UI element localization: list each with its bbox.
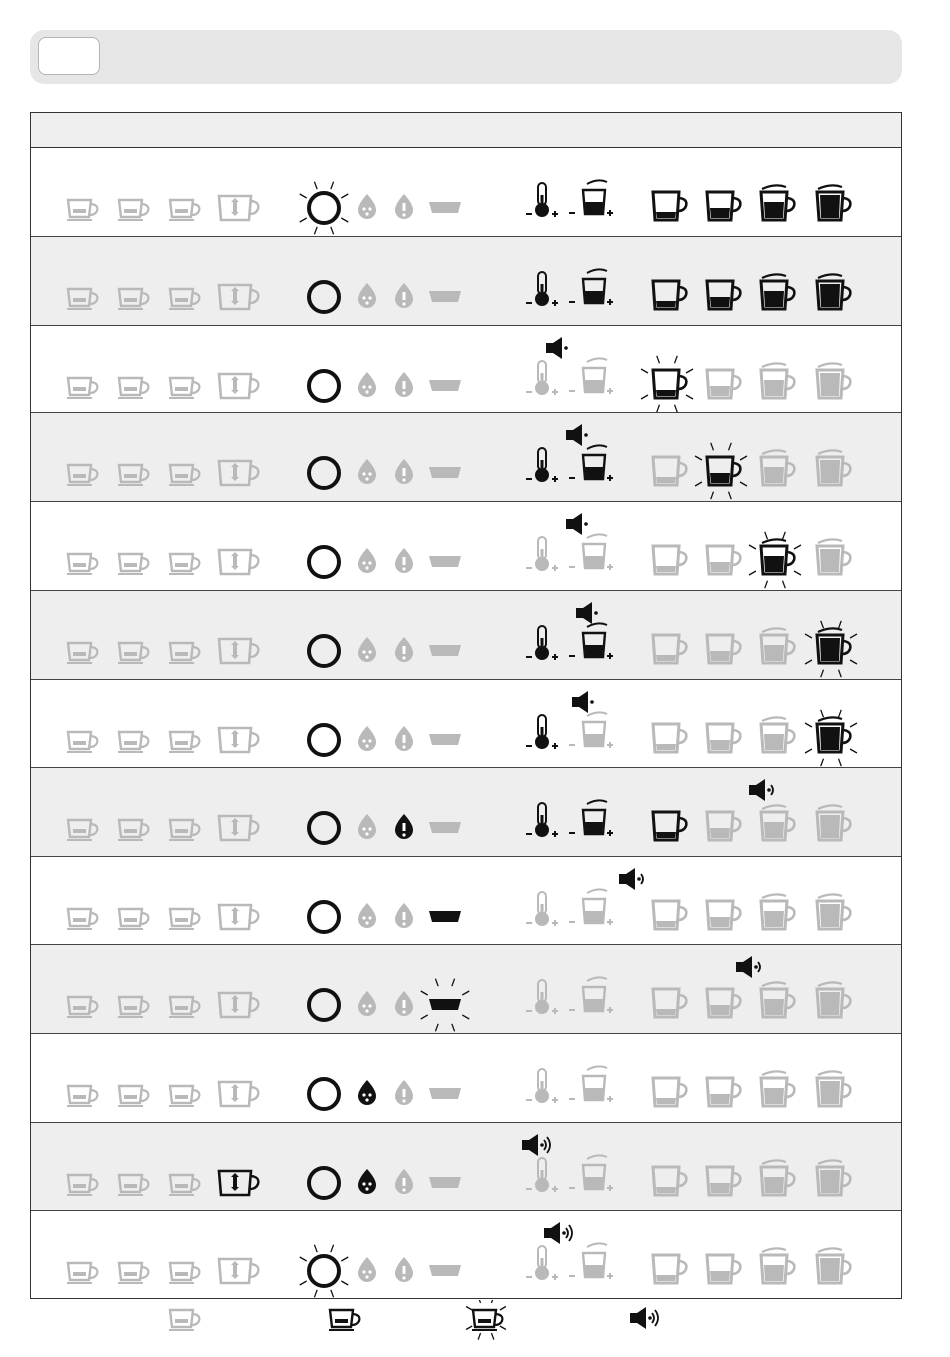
size-cup-3-icon [761, 982, 794, 1017]
size-cup-2-icon [707, 812, 740, 840]
mug-icon [169, 378, 199, 398]
legend-cup-blink-body [472, 1310, 502, 1330]
table-row [31, 413, 901, 502]
strength-cup-icon [219, 905, 258, 929]
size-cup-4-icon [817, 1071, 850, 1106]
one-cup-icon [67, 200, 97, 220]
grounds-drop-icon [358, 459, 376, 484]
table-row [31, 857, 901, 945]
sound-icon [749, 779, 773, 801]
volume-icon [569, 358, 613, 394]
size-cup-1-icon [641, 356, 693, 412]
size-cup-2-icon [707, 281, 740, 309]
grounds-drop-icon [358, 1080, 376, 1105]
size-cup-1-icon [653, 281, 686, 309]
drip-tray-icon [421, 979, 469, 1032]
size-cup-2-icon [707, 1255, 740, 1283]
legend-cup-off-icon [169, 1310, 199, 1330]
water-drop-icon [395, 194, 413, 219]
table-row [31, 326, 901, 413]
volume-icon [569, 1155, 613, 1191]
two-cup-icon [118, 200, 148, 220]
size-cup-3-icon [761, 274, 794, 309]
size-cup-4-icon [817, 1248, 850, 1283]
strength-cup-icon [219, 1171, 258, 1195]
one-cup-icon [67, 643, 97, 663]
two-cup-icon [118, 732, 148, 752]
size-cup-2-icon [707, 370, 740, 398]
grounds-drop-icon [358, 991, 376, 1016]
power-ring-icon [300, 1245, 348, 1298]
table-row [31, 680, 901, 768]
size-cup-4-icon [817, 185, 850, 220]
drip-tray-icon [429, 1088, 461, 1099]
mug-icon [169, 200, 199, 220]
one-cup-icon [67, 820, 97, 840]
two-cup-icon [118, 1263, 148, 1283]
size-cup-3-icon [761, 450, 794, 485]
table-row [31, 1211, 901, 1298]
drip-tray-icon [429, 1177, 461, 1188]
indicator-table [30, 112, 902, 1299]
size-cup-1-icon [653, 1255, 686, 1283]
water-drop-icon [395, 1169, 413, 1194]
size-cup-3-icon [761, 805, 794, 840]
one-cup-icon [67, 909, 97, 929]
sound-icon [619, 868, 643, 890]
size-cup-4-icon [817, 363, 850, 398]
water-drop-icon [395, 372, 413, 397]
water-drop-icon [395, 637, 413, 662]
size-cup-3-icon [749, 532, 801, 588]
size-cup-1-icon [653, 989, 686, 1017]
volume-icon [569, 445, 613, 481]
size-cup-4-icon [817, 805, 850, 840]
drip-tray-icon [429, 202, 461, 213]
size-cup-3-icon [761, 185, 794, 220]
power-ring-icon [309, 547, 339, 577]
temperature-icon [526, 1246, 558, 1280]
size-cup-1-icon [653, 812, 686, 840]
temperature-icon [526, 361, 558, 395]
table-header-row [31, 113, 901, 148]
volume-icon [569, 269, 613, 305]
two-cup-icon [118, 1086, 148, 1106]
temperature-icon [526, 1158, 558, 1192]
drip-tray-icon [429, 556, 461, 567]
strength-cup-icon [219, 816, 258, 840]
grounds-drop-icon [358, 903, 376, 928]
size-cup-3-icon [761, 363, 794, 398]
sound-icon [544, 1222, 572, 1244]
power-ring-icon [300, 182, 348, 235]
size-cup-3-icon [761, 1160, 794, 1195]
drip-tray-icon [429, 467, 461, 478]
drip-tray-icon [429, 1265, 461, 1276]
power-ring-icon [309, 458, 339, 488]
sound-icon [736, 956, 760, 978]
two-cup-icon [118, 554, 148, 574]
water-drop-icon [395, 1080, 413, 1105]
grounds-drop-icon [358, 194, 376, 219]
mug-icon [169, 909, 199, 929]
temperature-icon [526, 715, 558, 749]
mug-icon [169, 554, 199, 574]
temperature-icon [526, 183, 558, 217]
two-cup-icon [118, 643, 148, 663]
table-row [31, 1123, 901, 1211]
water-drop-icon [395, 1257, 413, 1282]
temperature-icon [526, 448, 558, 482]
mug-icon [169, 289, 199, 309]
water-drop-icon [395, 903, 413, 928]
size-cup-3-icon [761, 628, 794, 663]
volume-icon [569, 623, 613, 659]
size-cup-4-icon [817, 450, 850, 485]
two-cup-icon [118, 465, 148, 485]
water-drop-icon [395, 283, 413, 308]
mug-icon [169, 1263, 199, 1283]
size-cup-1-icon [653, 546, 686, 574]
temperature-icon [526, 892, 558, 926]
grounds-drop-icon [358, 372, 376, 397]
water-drop-icon [395, 991, 413, 1016]
grounds-drop-icon [358, 548, 376, 573]
mug-icon [169, 997, 199, 1017]
mug-icon [169, 820, 199, 840]
grounds-drop-icon [358, 1169, 376, 1194]
table-row [31, 768, 901, 857]
two-cup-icon [118, 289, 148, 309]
size-cup-1-icon [653, 192, 686, 220]
table-row [31, 945, 901, 1034]
sound-icon [572, 691, 594, 713]
two-cup-icon [118, 997, 148, 1017]
water-drop-icon [395, 548, 413, 573]
grounds-drop-icon [358, 637, 376, 662]
size-cup-4-icon [817, 982, 850, 1017]
drip-tray-icon [429, 734, 461, 745]
size-cup-4-icon [817, 1160, 850, 1195]
grounds-drop-icon [358, 726, 376, 751]
strength-cup-icon [219, 728, 258, 752]
legend [0, 1300, 950, 1340]
temperature-icon [526, 626, 558, 660]
grounds-drop-icon [358, 1257, 376, 1282]
mug-icon [169, 1175, 199, 1195]
strength-cup-icon [219, 1082, 258, 1106]
two-cup-icon [118, 909, 148, 929]
temperature-icon [526, 537, 558, 571]
size-cup-2-icon [695, 443, 747, 499]
size-cup-1-icon [653, 724, 686, 752]
drip-tray-icon [429, 911, 461, 922]
one-cup-icon [67, 732, 97, 752]
sound-icon [576, 602, 598, 624]
drip-tray-icon [429, 645, 461, 656]
strength-cup-icon [219, 993, 258, 1017]
legend-cup-blinking-icon [466, 1300, 506, 1340]
power-ring-icon [309, 636, 339, 666]
size-cup-2-icon [707, 1167, 740, 1195]
size-cup-2-icon [707, 546, 740, 574]
table-row [31, 502, 901, 591]
size-cup-2-icon [707, 1078, 740, 1106]
two-cup-icon [118, 820, 148, 840]
one-cup-icon [67, 1175, 97, 1195]
drip-tray-icon [429, 291, 461, 302]
power-ring-icon [309, 813, 339, 843]
size-cup-1-icon [653, 901, 686, 929]
size-cup-3-icon [761, 1248, 794, 1283]
temperature-icon [526, 1069, 558, 1103]
sound-icon [566, 424, 588, 446]
strength-cup-icon [219, 639, 258, 663]
table-row [31, 1034, 901, 1123]
volume-icon [569, 534, 613, 570]
legend-sound-icon [630, 1307, 658, 1329]
volume-icon [569, 712, 613, 748]
table-row [31, 148, 901, 237]
temperature-icon [526, 980, 558, 1014]
temperature-icon [526, 803, 558, 837]
power-ring-icon [309, 725, 339, 755]
size-cup-1-icon [653, 457, 686, 485]
size-cup-2-icon [707, 635, 740, 663]
strength-cup-icon [219, 1259, 258, 1283]
one-cup-icon [67, 997, 97, 1017]
two-cup-icon [118, 1175, 148, 1195]
grounds-drop-icon [358, 814, 376, 839]
power-ring-icon [309, 1168, 339, 1198]
power-ring-icon [309, 282, 339, 312]
size-cup-4-icon [805, 621, 857, 677]
mug-icon [169, 643, 199, 663]
volume-icon [569, 180, 613, 216]
drip-tray-icon [429, 822, 461, 833]
size-cup-2-icon [707, 192, 740, 220]
size-cup-4-icon [817, 539, 850, 574]
water-drop-icon [395, 459, 413, 484]
water-drop-icon [395, 814, 413, 839]
strength-cup-icon [219, 461, 258, 485]
one-cup-icon [67, 289, 97, 309]
water-drop-icon [395, 726, 413, 751]
header-bar [30, 30, 902, 84]
power-ring-icon [309, 371, 339, 401]
one-cup-icon [67, 1263, 97, 1283]
volume-icon [569, 1066, 613, 1102]
mug-icon [169, 732, 199, 752]
size-cup-2-icon [707, 901, 740, 929]
power-ring-icon [309, 902, 339, 932]
size-cup-1-icon [653, 1167, 686, 1195]
size-cup-2-icon [707, 989, 740, 1017]
volume-icon [569, 1243, 613, 1279]
size-cup-4-icon [817, 274, 850, 309]
drip-tray-icon [429, 380, 461, 391]
sound-icon [566, 513, 588, 535]
size-cup-2-icon [707, 724, 740, 752]
one-cup-icon [67, 1086, 97, 1106]
one-cup-icon [67, 378, 97, 398]
table-row [31, 237, 901, 326]
size-cup-3-icon [761, 1071, 794, 1106]
power-ring-icon [309, 990, 339, 1020]
size-cup-1-icon [653, 1078, 686, 1106]
header-number-box [38, 37, 100, 75]
volume-icon [569, 889, 613, 925]
size-cup-3-icon [761, 717, 794, 752]
legend-cup-on-icon [329, 1310, 359, 1330]
size-cup-3-icon [761, 894, 794, 929]
strength-cup-icon [219, 550, 258, 574]
volume-icon [569, 800, 613, 836]
one-cup-icon [67, 554, 97, 574]
sound-icon [546, 337, 568, 359]
mug-icon [169, 465, 199, 485]
table-row [31, 591, 901, 680]
strength-cup-icon [219, 374, 258, 398]
sound-icon [522, 1134, 550, 1156]
two-cup-icon [118, 378, 148, 398]
temperature-icon [526, 272, 558, 306]
size-cup-4-icon [817, 894, 850, 929]
grounds-drop-icon [358, 283, 376, 308]
power-ring-icon [309, 1079, 339, 1109]
volume-icon [569, 977, 613, 1013]
size-cup-4-icon [805, 710, 857, 766]
mug-icon [169, 1086, 199, 1106]
strength-cup-icon [219, 196, 258, 220]
one-cup-icon [67, 465, 97, 485]
size-cup-1-icon [653, 635, 686, 663]
strength-cup-icon [219, 285, 258, 309]
